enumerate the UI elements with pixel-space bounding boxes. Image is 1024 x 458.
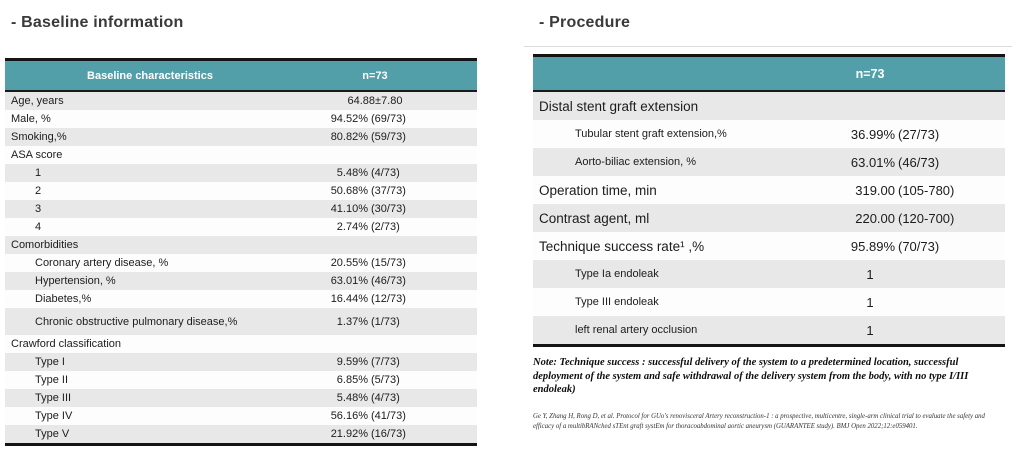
row-value xyxy=(295,275,477,287)
row-label: Crawford classification xyxy=(11,338,122,350)
value-fraction: (7/73) xyxy=(371,356,400,368)
value-fraction: (69/73) xyxy=(371,113,406,125)
value-fraction: (4/73) xyxy=(371,392,400,404)
value-number: 95.89% xyxy=(850,238,895,254)
row-value xyxy=(755,183,1005,198)
table-row xyxy=(533,176,1005,204)
row-label: Smoking,% xyxy=(11,131,67,143)
value-fraction: (15/73) xyxy=(371,257,406,269)
value-fraction: (5/73) xyxy=(371,374,400,386)
value-number: 9.59% xyxy=(336,356,368,368)
table-row xyxy=(5,254,477,272)
row-value xyxy=(755,267,1005,282)
value-fraction: (37/73) xyxy=(371,185,406,197)
row-label: Type Ia endoleak xyxy=(575,268,659,280)
table-row xyxy=(5,218,477,236)
table-body xyxy=(533,92,1005,344)
value-fraction: (4/73) xyxy=(371,167,400,179)
row-label: Type I xyxy=(35,356,65,368)
row-label: Type III xyxy=(35,392,72,404)
table-header-row xyxy=(533,57,1005,92)
row-label: Type IV xyxy=(35,410,73,422)
value-fraction: (1/73) xyxy=(371,315,400,328)
row-value xyxy=(295,374,477,386)
row-value xyxy=(295,293,477,305)
row-label: Type III endoleak xyxy=(575,296,659,308)
value-fraction: (59/73) xyxy=(371,131,406,143)
row-label: Coronary artery disease, % xyxy=(35,257,169,269)
value-fraction: (41/73) xyxy=(371,410,406,422)
row-value xyxy=(295,131,477,143)
row-label: Tubular stent graft extension,% xyxy=(575,128,727,140)
row-value xyxy=(295,221,477,233)
table-row xyxy=(5,128,477,146)
baseline-section-title: - Baseline information xyxy=(11,14,184,31)
value-number: 5.48% xyxy=(336,167,368,179)
value-number: 2.74% xyxy=(336,221,368,233)
row-value xyxy=(295,316,477,328)
value-number: 1 xyxy=(866,322,874,338)
header-baseline-characteristics: Baseline characteristics xyxy=(87,69,213,82)
value-number: 64.88±7.80 xyxy=(347,95,403,107)
table-row xyxy=(5,146,477,164)
technique-success-note: Note: Technique success : successful delivery of the system to a predetermined location, successful deployment of the system and safe withdrawal of the delivery system from the body, with no type I/III endoleak) xyxy=(533,357,969,396)
value-fraction: (27/73) xyxy=(898,126,940,142)
table-row xyxy=(5,164,477,182)
table-row xyxy=(533,92,1005,120)
row-value xyxy=(755,239,1005,254)
value-fraction: (70/73) xyxy=(898,238,940,254)
row-value xyxy=(295,257,477,269)
table-row xyxy=(533,204,1005,232)
table-row xyxy=(533,316,1005,344)
table-row xyxy=(5,272,477,290)
row-label: Diabetes,% xyxy=(35,293,92,305)
value-number: 16.44% xyxy=(330,293,368,305)
value-number: 50.68% xyxy=(330,185,368,197)
value-number: 63.01% xyxy=(850,154,895,170)
table-row xyxy=(5,200,477,218)
table-row xyxy=(533,120,1005,148)
value-number: 20.55% xyxy=(330,257,368,269)
row-value xyxy=(755,155,1005,170)
value-fraction: (46/73) xyxy=(898,154,940,170)
value-number: 80.82% xyxy=(330,131,368,143)
table-header-row xyxy=(5,61,477,92)
procedure-section-title: - Procedure xyxy=(539,14,631,31)
value-number: 6.85% xyxy=(336,374,368,386)
procedure-title-divider xyxy=(524,46,1012,47)
row-label: Distal stent graft extension xyxy=(539,98,699,114)
row-value xyxy=(295,95,477,107)
table-row xyxy=(5,308,477,335)
value-fraction: (2/73) xyxy=(371,221,400,233)
value-number: 5.48% xyxy=(336,392,368,404)
row-label: Technique success rate¹ ,% xyxy=(539,238,705,254)
row-label: Operation time, min xyxy=(539,182,657,198)
table-row xyxy=(5,389,477,407)
procedure-table xyxy=(533,54,1005,347)
row-value xyxy=(295,203,477,215)
table-row xyxy=(5,92,477,110)
value-number: 319.00 xyxy=(855,182,895,198)
row-value xyxy=(295,113,477,125)
value-fraction: (16/73) xyxy=(371,428,406,440)
row-label: Comorbidities xyxy=(11,239,79,251)
table-row xyxy=(5,425,477,443)
value-number: 21.92% xyxy=(330,428,368,440)
table-row xyxy=(5,236,477,254)
row-label: Type V xyxy=(35,428,70,440)
value-number: 220.00 xyxy=(855,210,895,226)
row-label: 4 xyxy=(35,221,42,233)
value-number: 1 xyxy=(866,294,874,310)
row-value xyxy=(755,211,1005,226)
row-value xyxy=(295,392,477,404)
row-label: 1 xyxy=(35,167,42,179)
header-n-count: n=73 xyxy=(362,69,388,82)
table-row xyxy=(5,335,477,353)
row-label: 2 xyxy=(35,185,42,197)
table-row xyxy=(5,371,477,389)
value-fraction: (46/73) xyxy=(371,275,406,287)
row-value xyxy=(295,428,477,440)
baseline-characteristics-table xyxy=(5,58,477,446)
table-row xyxy=(5,110,477,128)
row-value xyxy=(295,410,477,422)
row-label: left renal artery occlusion xyxy=(575,324,698,336)
row-label: Hypertension, % xyxy=(35,275,116,287)
row-label: Aorto-biliac extension, % xyxy=(575,156,697,168)
row-value xyxy=(295,185,477,197)
row-value xyxy=(295,167,477,179)
row-value xyxy=(755,295,1005,310)
row-label: ASA score xyxy=(11,149,63,161)
value-fraction: (12/73) xyxy=(371,293,406,305)
row-label: Age, years xyxy=(11,95,64,107)
table-row xyxy=(533,260,1005,288)
value-number: 41.10% xyxy=(330,203,368,215)
table-body xyxy=(5,92,477,443)
table-row xyxy=(5,407,477,425)
value-fraction: (30/73) xyxy=(371,203,406,215)
row-label: Male, % xyxy=(11,113,51,125)
table-row xyxy=(5,182,477,200)
value-number: 63.01% xyxy=(330,275,368,287)
table-row xyxy=(533,288,1005,316)
value-number: 1 xyxy=(866,266,874,282)
row-label: Type II xyxy=(35,374,69,386)
header-n-count: n=73 xyxy=(855,66,885,81)
table-row xyxy=(533,148,1005,176)
row-label: Contrast agent, ml xyxy=(539,210,650,226)
table-row xyxy=(5,353,477,371)
reference-citation: Ge Y, Zhang H, Rong D, et al. Protocol for GUo's renovisceral Artery reconstruction-1 : a prospective, multicentre, single-arm clinical trial to evaluate the safety and efficacy of a multibRANched sTEnt graft systEm for thoracoabdominal aortic aneurysm (GUARANTEE study). BMJ Open 2022;12:e059401. xyxy=(533,413,985,430)
table-row xyxy=(533,232,1005,260)
value-fraction: (120-700) xyxy=(898,210,955,226)
row-label: Chronic obstructive pulmonary disease,% xyxy=(35,315,238,328)
value-number: 56.16% xyxy=(330,410,368,422)
row-label: 3 xyxy=(35,203,42,215)
table-row xyxy=(5,290,477,308)
row-value xyxy=(295,356,477,368)
value-number: 36.99% xyxy=(850,126,895,142)
value-number: 94.52% xyxy=(330,113,368,125)
row-value xyxy=(755,127,1005,142)
value-fraction: (105-780) xyxy=(898,182,955,198)
row-value xyxy=(755,323,1005,338)
value-number: 1.37% xyxy=(336,315,368,328)
